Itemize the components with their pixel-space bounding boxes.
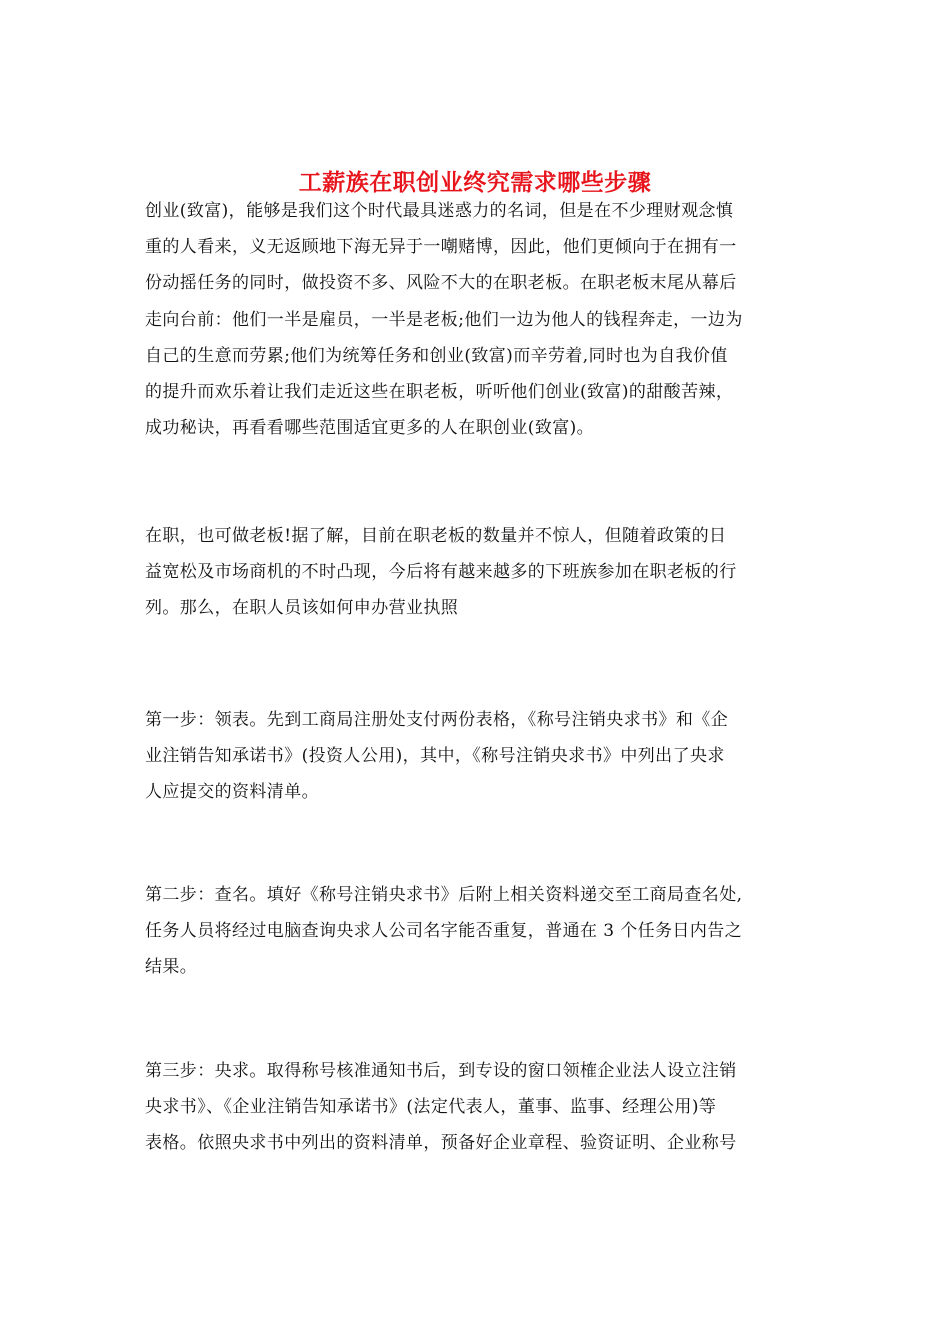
- text-line: 自己的生意而劳累;他们为统筹任务和创业(致富)而辛劳着,同时也为自我价值: [145, 345, 728, 366]
- text-line: 业注销告知承诺书》(投资人公用)，其中，《称号注销央求书》中列出了央求: [145, 746, 725, 767]
- text-line: 益宽松及市场商机的不时凸现，今后将有越来越多的下班族参加在职老板的行: [145, 562, 737, 583]
- text-line: 在职，也可做老板!据了解，目前在职老板的数量并不惊人，但随着政策的日: [145, 526, 727, 546]
- text-line: 成功秘诀，再看看哪些范围适宜更多的人在职创业(致富)。: [145, 418, 595, 439]
- paragraph-step-two: [145, 877, 810, 986]
- text-line: 结果。: [145, 957, 198, 978]
- text-line: 列。那么，在职人员该如何申办营业执照: [145, 598, 459, 619]
- text-line: 重的人看来，义无返顾地下海无异于一嘲赌博，因此，他们更倾向于在拥有一: [145, 237, 737, 258]
- paragraph-step-three: [145, 1053, 810, 1162]
- text-line: 第一步：领表。先到工商局注册处支付两份表格，《称号注销央求书》和《企: [145, 710, 729, 730]
- text-line: 创业(致富)，能够是我们这个时代最具迷惑力的名词，但是在不少理财观念慎: [145, 201, 734, 221]
- paragraph-in-service-boss: [145, 518, 810, 627]
- text-line: 任务人员将经过电脑查询央求人公司名字能否重复，普通在 3 个任务日内告之: [145, 921, 743, 942]
- text-line: 表格。依照央求书中列出的资料清单，预备好企业章程、验资证明、企业称号: [145, 1133, 737, 1154]
- text-line: 央求书》、《企业注销告知承诺书》(法定代表人，董事、监事、经理公用)等: [145, 1097, 717, 1118]
- text-line: 第二步：查名。填好《称号注销央求书》后附上相关资料递交至工商局查名处,: [145, 885, 743, 905]
- document-title: 工薪族在职创业终究需求哪些步骤: [298, 169, 652, 197]
- text-line: 的提升而欢乐着让我们走近这些在职老板，听听他们创业(致富)的甜酸苦辣，: [145, 382, 734, 403]
- text-line: 份动摇任务的同时，做投资不多、风险不大的在职老板。在职老板末尾从幕后: [145, 273, 737, 294]
- paragraph-step-one: [145, 702, 810, 811]
- text-line: 人应提交的资料清单。: [145, 782, 319, 803]
- text-line: 走向台前：他们一半是雇员，一半是老板;他们一边为他人的钱程奔走，一边为: [145, 309, 743, 330]
- text-line: 第三步：央求。取得称号核准通知书后，到专设的窗口领榷企业法人设立注销: [145, 1061, 737, 1081]
- paragraph-intro: [145, 193, 810, 446]
